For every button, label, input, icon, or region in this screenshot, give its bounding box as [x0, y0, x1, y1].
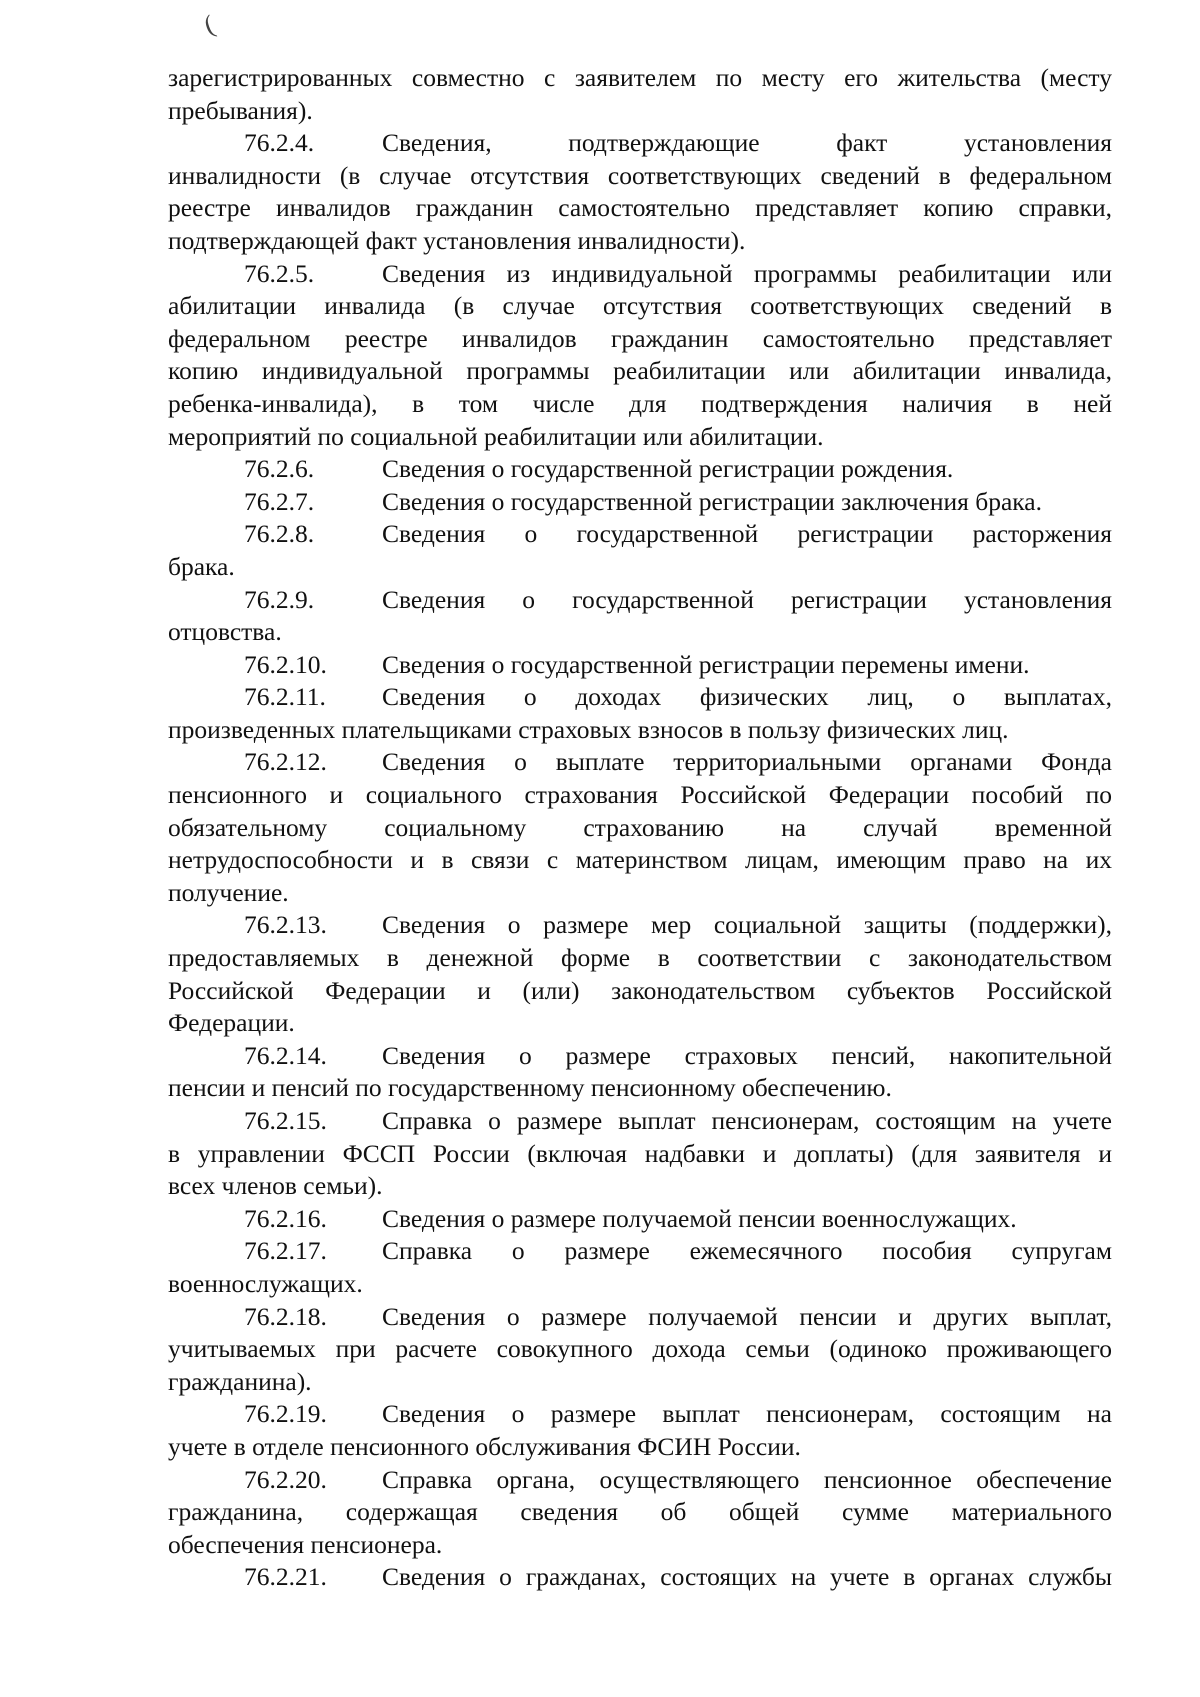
list-item-first-line — [168, 584, 1112, 617]
text-line: абилитации инвалида (в случае отсутствия соответствующих сведений в — [168, 291, 1112, 321]
list-item-first-line — [168, 1301, 1112, 1334]
text-line: обеспечения пенсионера. — [168, 1529, 443, 1559]
list-item-first-line — [168, 649, 1112, 682]
list-item-first-line — [168, 909, 1112, 942]
item-text: Сведения о государственной регистрации заключения брака. — [382, 486, 1042, 516]
item-number: 76.2.12. — [244, 747, 327, 777]
text-line: гражданина, содержащая сведения об общей сумме материального — [168, 1497, 1112, 1527]
item-text: Сведения о доходах физических лиц, о выплатах, — [382, 682, 1112, 712]
item-number: 76.2.8. — [244, 519, 315, 549]
item-text: Справка органа, осуществляющего пенсионное обеспечение — [382, 1464, 1112, 1494]
item-number: 76.2.4. — [244, 128, 315, 158]
text-line: копию индивидуальной программы реабилитации или абилитации инвалида, — [168, 356, 1112, 386]
list-item-first-line — [168, 518, 1112, 551]
text-line: военнослужащих. — [168, 1268, 363, 1298]
item-number: 76.2.20. — [244, 1464, 327, 1494]
item-text: Сведения о размере получаемой пенсии и других выплат, — [382, 1301, 1112, 1331]
text-line: всех членов семьи). — [168, 1171, 383, 1201]
item-number: 76.2.19. — [244, 1399, 327, 1429]
item-number: 76.2.15. — [244, 1106, 327, 1135]
item-text: Сведения о государственной регистрации рождения. — [382, 454, 954, 484]
text-line: пенсионного и социального страхования Российской Федерации пособий по — [168, 780, 1112, 810]
item-text: Сведения о размере выплат пенсионерам, состоящим на — [382, 1399, 1112, 1429]
text-line: учитываемых при расчете совокупного дохода семьи (одиноко проживающего — [168, 1334, 1112, 1364]
list-item-first-line — [168, 1561, 1112, 1594]
item-number: 76.2.18. — [244, 1301, 327, 1331]
item-number: 76.2.5. — [244, 258, 315, 288]
item-text: Сведения о размере мер социальной защиты (поддержки), — [382, 910, 1112, 940]
item-number: 76.2.11. — [244, 682, 326, 712]
item-number: 76.2.6. — [244, 454, 315, 484]
text-line: произведенных плательщиками страховых взносов в пользу физических лиц. — [168, 714, 1009, 744]
text-line: Российской Федерации и (или) законодательством субъектов Российской — [168, 975, 1112, 1005]
text-line: гражданина). — [168, 1366, 312, 1396]
list-item-first-line — [168, 1235, 1112, 1268]
item-text: Сведения о государственной регистрации перемены имени. — [382, 649, 1030, 679]
item-number: 76.2.21. — [244, 1562, 327, 1592]
item-number: 76.2.16. — [244, 1203, 327, 1233]
text-line: получение. — [168, 877, 289, 907]
list-item-first-line — [168, 453, 1112, 486]
text-line: предоставляемых в денежной форме в соответствии с законодательством — [168, 943, 1112, 973]
text-line: отцовства. — [168, 617, 282, 647]
item-text: Сведения о выплате территориальными органами Фонда — [382, 747, 1112, 777]
item-number: 76.2.7. — [244, 486, 315, 516]
item-text: Справка о размере выплат пенсионерам, состоящим на учете — [382, 1106, 1112, 1135]
text-line: ребенка-инвалида), в том числе для подтверждения наличия в ней — [168, 388, 1112, 418]
list-item-first-line — [168, 258, 1112, 291]
list-item-first-line — [168, 486, 1112, 519]
text-line: мероприятий по социальной реабилитации или абилитации. — [168, 421, 824, 451]
item-number: 76.2.9. — [244, 584, 315, 614]
text-line: пребывания). — [168, 95, 313, 125]
text-line: подтверждающей факт установления инвалидности). — [168, 225, 746, 255]
text-line: в управлении ФССП России (включая надбавки и доплаты) (для заявителя и — [168, 1138, 1112, 1168]
list-item-first-line — [168, 1464, 1112, 1497]
document-body — [168, 62, 1112, 1594]
handwritten-mark: ( — [200, 9, 219, 40]
item-text: Сведения о государственной регистрации установления — [382, 584, 1112, 614]
text-line: реестре инвалидов гражданин самостоятельно представляет копию справки, — [168, 193, 1112, 223]
text-line: Федерации. — [168, 1008, 295, 1038]
list-item-first-line — [168, 1398, 1112, 1431]
item-number: 76.2.13. — [244, 910, 327, 940]
item-text: Справка о размере ежемесячного пособия супругам — [382, 1236, 1112, 1266]
text-line: нетрудоспособности и в связи с материнством лицам, имеющим право на их — [168, 845, 1112, 875]
item-text: Сведения, подтверждающие факт установления — [382, 128, 1112, 158]
item-number: 76.2.14. — [244, 1040, 327, 1070]
text-line: федеральном реестре инвалидов гражданин самостоятельно представляет — [168, 323, 1112, 353]
text-line: зарегистрированных совместно с заявителем по месту его жительства (месту — [168, 63, 1112, 92]
text-line: инвалидности (в случае отсутствия соответствующих сведений в федеральном — [168, 160, 1112, 190]
item-number: 76.2.17. — [244, 1236, 327, 1266]
item-text: Сведения о размере получаемой пенсии военнослужащих. — [382, 1203, 1017, 1233]
list-item-first-line — [168, 1040, 1112, 1073]
item-text: Сведения о размере страховых пенсий, накопительной — [382, 1040, 1112, 1070]
text-line: учете в отделе пенсионного обслуживания ФСИН России. — [168, 1431, 801, 1461]
text-line: пенсии и пенсий по государственному пенсионному обеспечению. — [168, 1073, 892, 1103]
item-text: Сведения о гражданах, состоящих на учете в органах службы — [382, 1562, 1112, 1592]
list-item-first-line — [168, 1105, 1112, 1138]
item-number: 76.2.10. — [244, 649, 327, 679]
list-item-first-line — [168, 127, 1112, 160]
list-item-first-line — [168, 746, 1112, 779]
item-text: Сведения из индивидуальной программы реабилитации или — [382, 258, 1112, 288]
list-item-first-line — [168, 1203, 1112, 1236]
item-text: Сведения о государственной регистрации расторжения — [382, 519, 1112, 549]
list-item-first-line — [168, 681, 1112, 714]
text-line: брака. — [168, 551, 235, 581]
text-line: обязательному социальному страхованию на случай временной — [168, 812, 1112, 842]
